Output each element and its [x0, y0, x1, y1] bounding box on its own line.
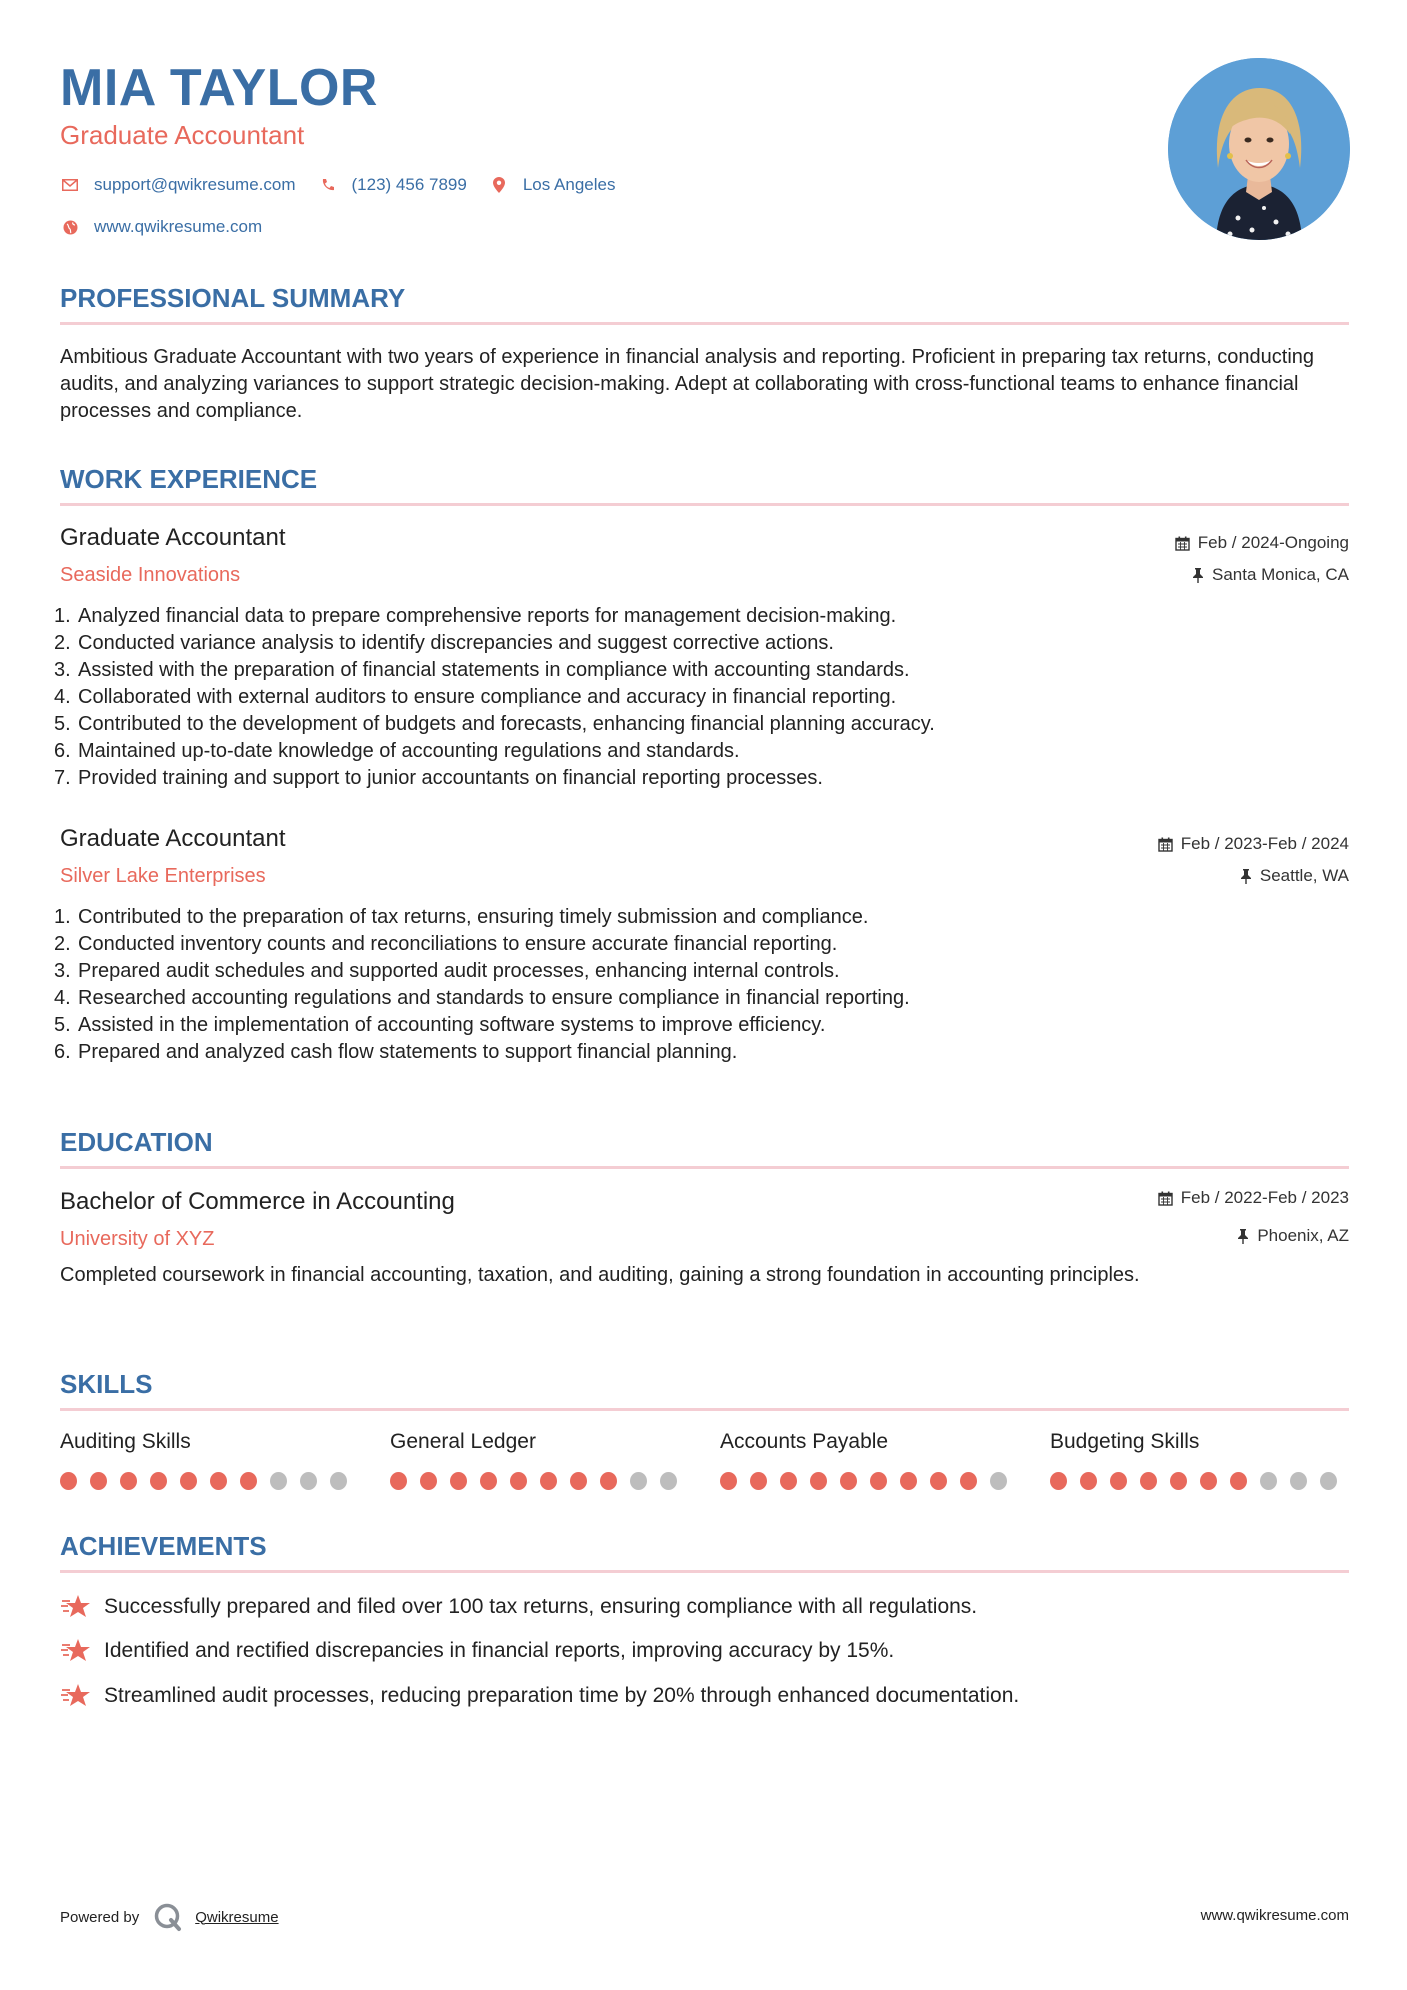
achievement-item — [60, 1593, 977, 1621]
skill-rating — [390, 1472, 690, 1490]
star-award-icon — [60, 1593, 92, 1621]
list-item: 5. Assisted in the implementation of accounting software systems to improve efficiency. — [54, 1014, 826, 1036]
rating-dot-filled — [810, 1472, 827, 1490]
list-item: 6. Maintained up-to-date knowledge of accounting regulations and standards. — [54, 740, 740, 762]
list-item: 7. Provided training and support to junior accountants on financial reporting processes. — [54, 767, 823, 789]
skill-rating — [720, 1472, 1020, 1490]
rating-dot-filled — [720, 1472, 737, 1490]
skill-item — [390, 1430, 690, 1490]
list-item: 3. Assisted with the preparation of financial statements in compliance with accounting standards. — [54, 659, 910, 681]
list-item: 2. Conducted inventory counts and reconciliations to ensure accurate financial reporting. — [54, 933, 838, 955]
rating-dot-filled — [510, 1472, 527, 1490]
section-divider — [60, 1408, 1349, 1411]
dates-text: Feb / 2022-Feb / 2023 — [1180, 1188, 1349, 1207]
achievement-text: Identified and rectified discrepancies in financial reports, improving accuracy by 15%. — [104, 1639, 895, 1662]
rating-dot-empty — [630, 1472, 647, 1490]
calendar-icon — [1175, 536, 1190, 551]
dates-text: Feb / 2023-Feb / 2024 — [1180, 834, 1349, 853]
qwikresume-logo-icon — [153, 1902, 183, 1932]
list-item: 5. Contributed to the development of budgets and forecasts, enhancing financial planning accuracy. — [54, 713, 935, 735]
job-dates — [1175, 533, 1349, 553]
job-title: Graduate Accountant — [60, 825, 286, 852]
location-text: Phoenix, AZ — [1257, 1226, 1349, 1245]
education-description: Completed coursework in financial accounting, taxation, and auditing, gaining a strong foundation in accounting principles. — [60, 1264, 1140, 1286]
list-item: 3. Prepared audit schedules and supported audit processes, enhancing internal controls. — [54, 960, 840, 982]
rating-dot-filled — [180, 1472, 197, 1490]
achievement-text: Successfully prepared and filed over 100 tax returns, ensuring compliance with all regulations. — [104, 1595, 978, 1618]
rating-dot-filled — [1230, 1472, 1247, 1490]
skill-name: General Ledger — [390, 1430, 536, 1453]
location-pin-icon — [489, 175, 509, 195]
footer-powered-by — [60, 1902, 279, 1932]
website-link[interactable]: www.qwikresume.com — [94, 217, 263, 236]
location-text: Seattle, WA — [1259, 866, 1349, 885]
rating-dot-empty — [270, 1472, 287, 1490]
rating-dot-empty — [300, 1472, 317, 1490]
candidate-role: Graduate Accountant — [60, 120, 305, 150]
candidate-name: MIA TAYLOR — [60, 59, 378, 117]
skill-item — [1050, 1430, 1350, 1490]
rating-dot-filled — [450, 1472, 467, 1490]
rating-dot-filled — [930, 1472, 947, 1490]
rating-dot-filled — [600, 1472, 617, 1490]
rating-dot-filled — [390, 1472, 407, 1490]
dates-text: Feb / 2024-Ongoing — [1197, 533, 1349, 552]
section-divider — [60, 503, 1349, 506]
rating-dot-filled — [1110, 1472, 1127, 1490]
job-dates — [1158, 834, 1349, 854]
rating-dot-filled — [780, 1472, 797, 1490]
education-location — [1237, 1226, 1349, 1246]
section-title-summary: PROFESSIONAL SUMMARY — [60, 283, 406, 313]
job-location — [1240, 866, 1349, 886]
rating-dot-filled — [60, 1472, 77, 1490]
job-bullets — [54, 904, 1349, 1066]
achievement-item — [60, 1637, 894, 1665]
rating-dot-filled — [120, 1472, 137, 1490]
rating-dot-empty — [990, 1472, 1007, 1490]
list-item: 1. Contributed to the preparation of tax returns, ensuring timely submission and compliance. — [54, 906, 869, 928]
phone-number: (123) 456 7899 — [351, 175, 467, 194]
section-divider — [60, 1166, 1349, 1169]
calendar-icon — [1158, 1191, 1173, 1206]
education-dates — [1158, 1188, 1349, 1208]
rating-dot-filled — [480, 1472, 497, 1490]
list-item: 6. Prepared and analyzed cash flow statements to support financial planning. — [54, 1041, 738, 1063]
section-title-education: EDUCATION — [60, 1127, 213, 1157]
email-link[interactable]: support@qwikresume.com — [94, 175, 296, 194]
powered-by-label: Powered by — [60, 1908, 140, 1926]
star-award-icon — [60, 1637, 92, 1665]
summary-text: Ambitious Graduate Accountant with two years of experience in financial analysis and reporting. Proficient in preparing tax returns, conducting audits, and analyzing variances to support strategic decision-making. Adept at collaborating with cross-functional teams to enhance financial processes and compliance. — [60, 346, 1315, 422]
location-text: Santa Monica, CA — [1211, 565, 1349, 584]
rating-dot-filled — [870, 1472, 887, 1490]
rating-dot-filled — [90, 1472, 107, 1490]
rating-dot-filled — [210, 1472, 227, 1490]
job-location — [1192, 565, 1349, 585]
skill-item — [720, 1430, 1020, 1490]
company-name: Silver Lake Enterprises — [60, 865, 266, 887]
pushpin-icon — [1192, 568, 1204, 583]
job-bullets — [54, 603, 1349, 792]
rating-dot-filled — [150, 1472, 167, 1490]
rating-dot-filled — [570, 1472, 587, 1490]
list-item: 4. Collaborated with external auditors to ensure compliance and accuracy in financial reporting. — [54, 686, 897, 708]
section-title-experience: WORK EXPERIENCE — [60, 464, 318, 494]
rating-dot-empty — [1290, 1472, 1307, 1490]
footer-site-link[interactable]: www.qwikresume.com — [1200, 1907, 1349, 1924]
contact-block — [60, 172, 637, 256]
list-item: 1. Analyzed financial data to prepare comprehensive reports for management decision-making. — [54, 605, 897, 627]
skill-rating — [60, 1472, 360, 1490]
rating-dot-empty — [330, 1472, 347, 1490]
qwikresume-link[interactable]: Qwikresume — [195, 1908, 279, 1926]
section-divider — [60, 322, 1349, 325]
rating-dot-filled — [840, 1472, 857, 1490]
skill-item — [60, 1430, 360, 1490]
rating-dot-filled — [1080, 1472, 1097, 1490]
rating-dot-empty — [1260, 1472, 1277, 1490]
achievement-item — [60, 1682, 1019, 1710]
achievement-text: Streamlined audit processes, reducing preparation time by 20% through enhanced documentation. — [104, 1684, 1020, 1707]
globe-icon — [60, 217, 80, 237]
pushpin-icon — [1237, 1229, 1249, 1244]
section-title-achievements: ACHIEVEMENTS — [60, 1531, 267, 1561]
rating-dot-filled — [750, 1472, 767, 1490]
list-item: 2. Conducted variance analysis to identify discrepancies and suggest corrective actions. — [54, 632, 834, 654]
calendar-icon — [1158, 837, 1173, 852]
pushpin-icon — [1240, 869, 1252, 884]
resume-page — [54, 0, 1349, 1990]
rating-dot-empty — [660, 1472, 677, 1490]
section-title-skills: SKILLS — [60, 1369, 153, 1399]
profile-photo — [1168, 58, 1350, 240]
star-award-icon — [60, 1682, 92, 1710]
rating-dot-filled — [1170, 1472, 1187, 1490]
location-text: Los Angeles — [522, 175, 616, 194]
rating-dot-filled — [960, 1472, 977, 1490]
skill-rating — [1050, 1472, 1350, 1490]
rating-dot-empty — [1320, 1472, 1337, 1490]
job-title: Graduate Accountant — [60, 524, 286, 551]
skill-name: Auditing Skills — [60, 1430, 191, 1453]
email-icon — [60, 175, 80, 195]
phone-icon — [318, 175, 338, 195]
school-name: University of XYZ — [60, 1228, 215, 1250]
rating-dot-filled — [1050, 1472, 1067, 1490]
company-name: Seaside Innovations — [60, 564, 241, 586]
section-divider — [60, 1570, 1349, 1573]
rating-dot-filled — [540, 1472, 557, 1490]
rating-dot-filled — [1200, 1472, 1217, 1490]
degree-title: Bachelor of Commerce in Accounting — [60, 1188, 455, 1215]
rating-dot-filled — [1140, 1472, 1157, 1490]
skill-name: Budgeting Skills — [1050, 1430, 1200, 1453]
rating-dot-filled — [240, 1472, 257, 1490]
rating-dot-filled — [900, 1472, 917, 1490]
skill-name: Accounts Payable — [720, 1430, 889, 1453]
rating-dot-filled — [420, 1472, 437, 1490]
list-item: 4. Researched accounting regulations and standards to ensure compliance in financial reporting. — [54, 987, 910, 1009]
